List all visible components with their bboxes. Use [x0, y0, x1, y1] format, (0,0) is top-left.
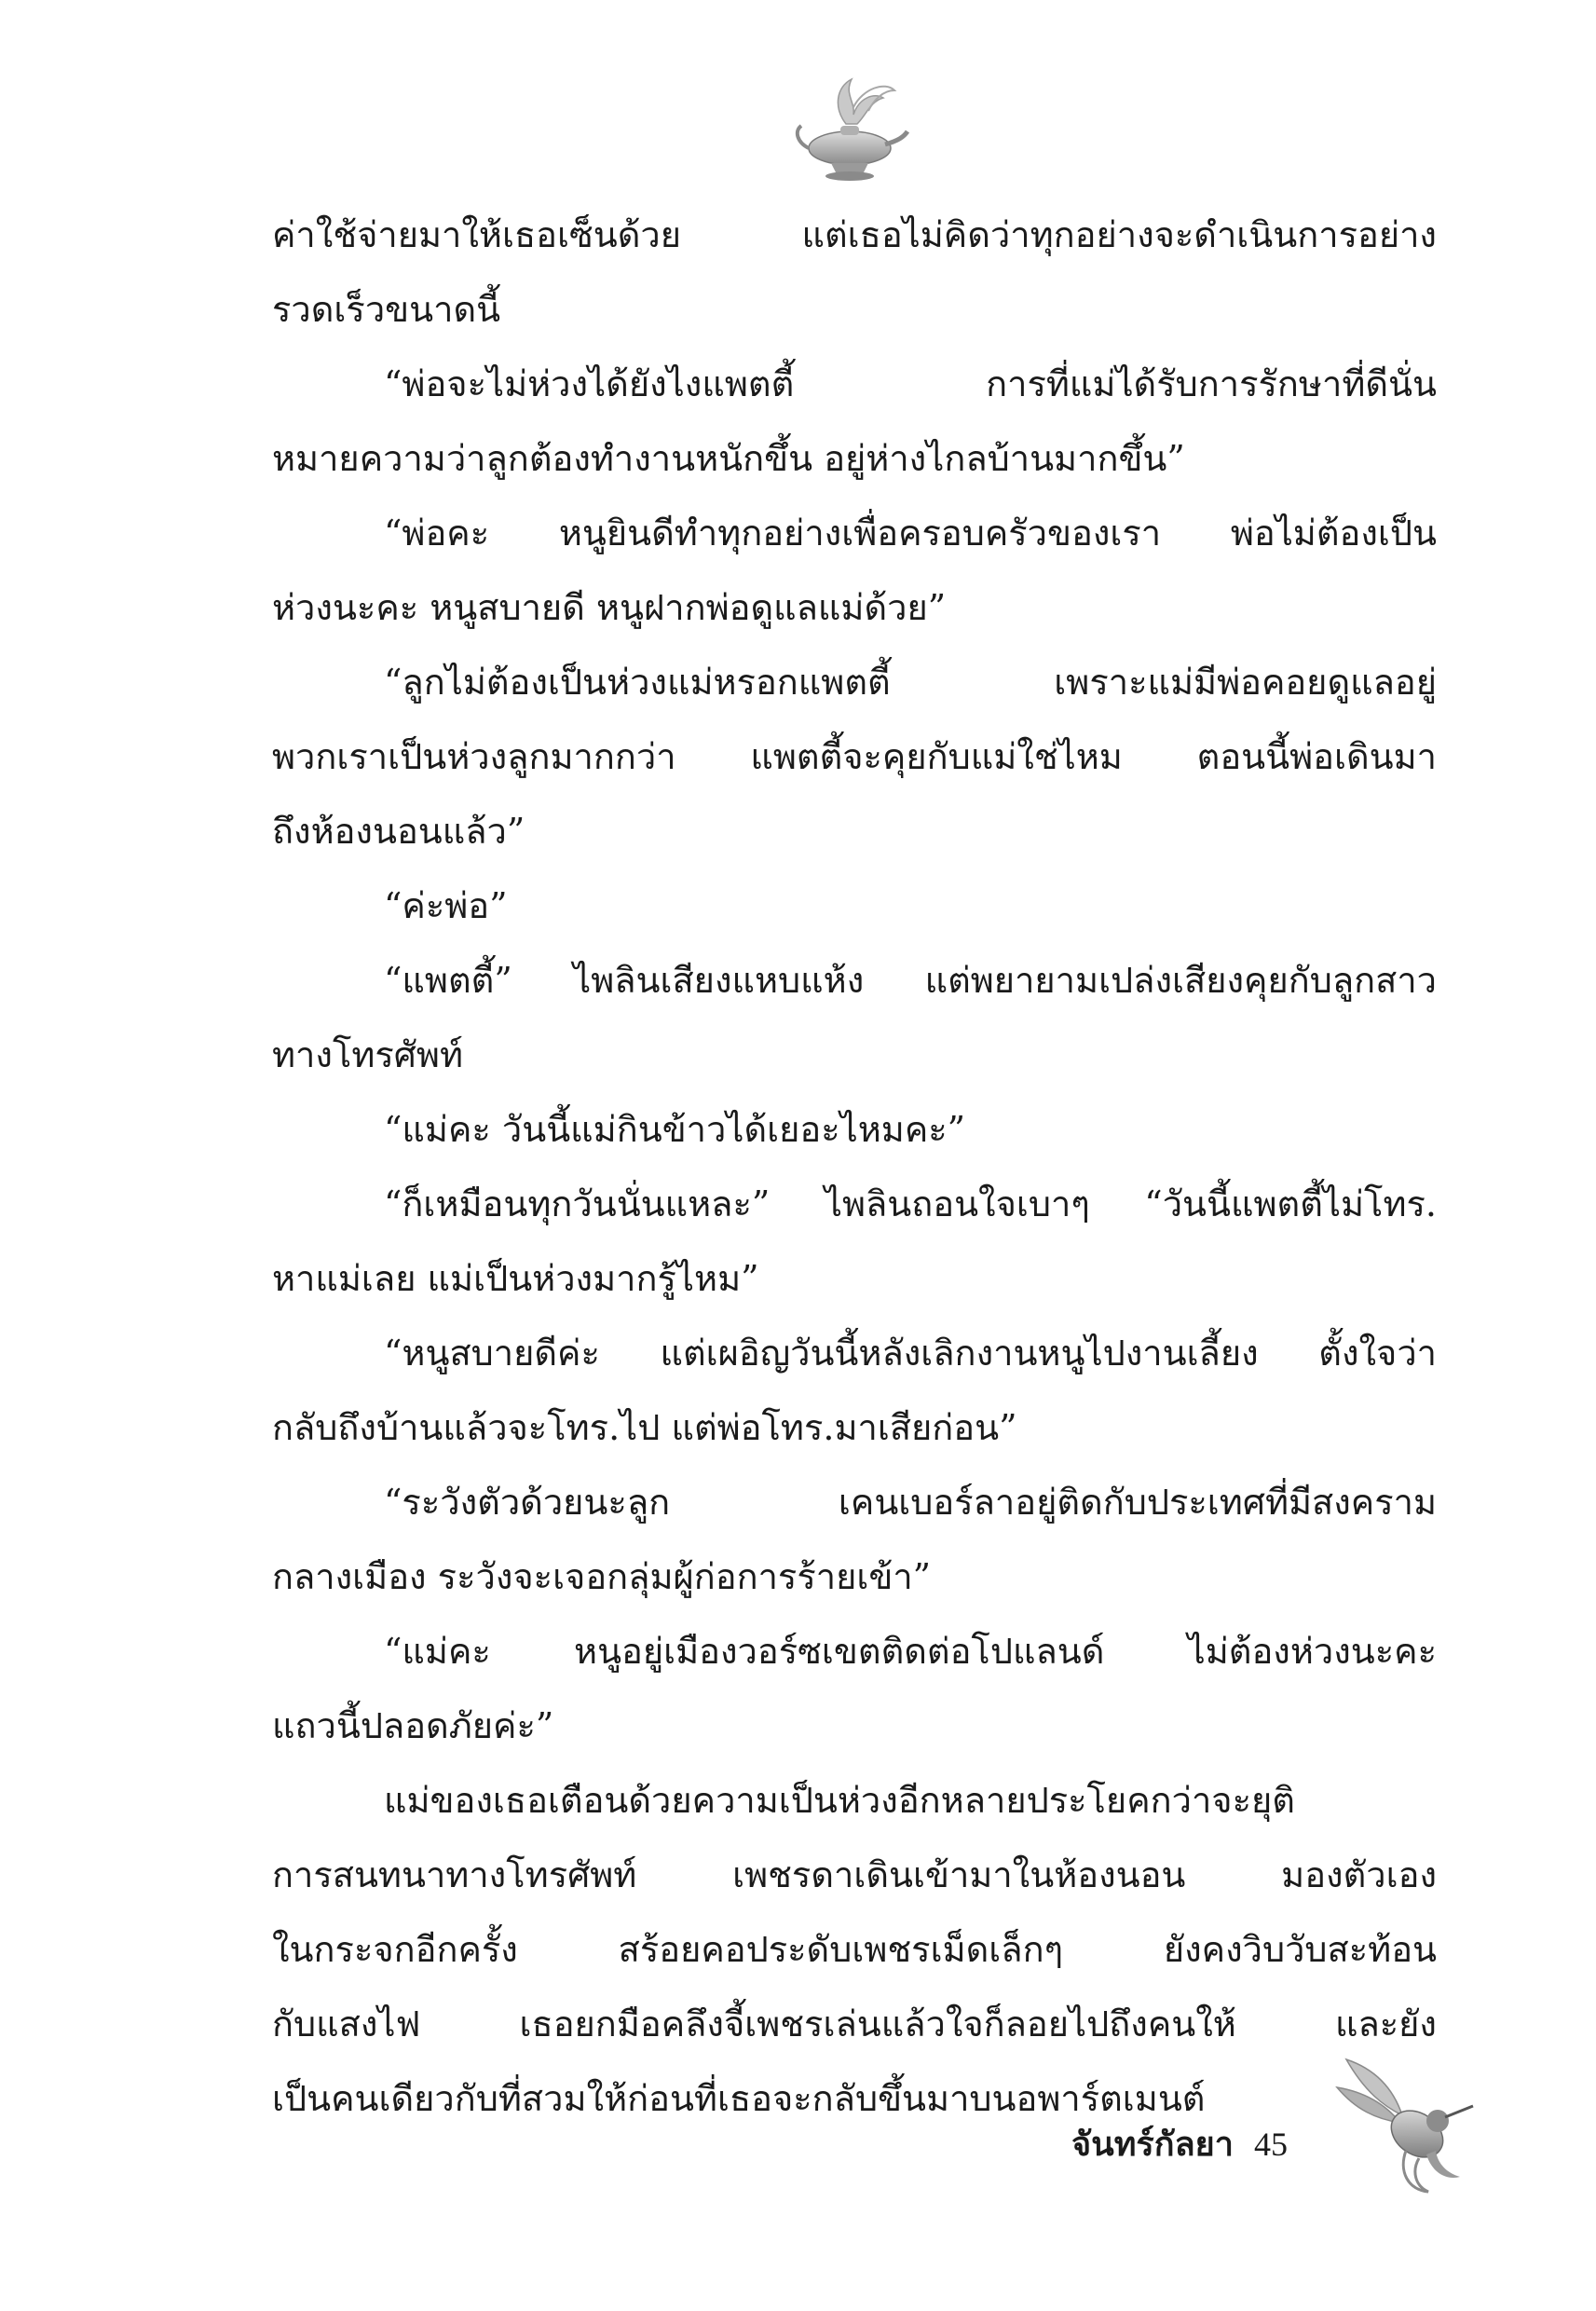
text-line: แถวนี้ปลอดภัยค่ะ” — [272, 1705, 554, 1746]
text-line: “แม่คะ หนูอยู่เมืองวอร์ซเขตติดต่อโปแลนด์ ไม่ต้องห่วงนะคะ — [384, 1631, 1437, 1672]
text-line: กลับถึงบ้านแล้วจะโทร.ไป แต่พ่อโทร.มาเสียก่อน” — [272, 1407, 1017, 1448]
page-number: 45 — [1253, 2126, 1288, 2163]
page-footer — [1071, 2106, 1288, 2181]
lamp-fairy-ornament-icon — [788, 70, 909, 191]
text-line: รวดเร็วขนาดนี้ — [272, 289, 501, 330]
text-line: การสนทนาทางโทรศัพท์ เพชรดาเดินเข้ามาในห้องนอน มองตัวเอง — [272, 1854, 1437, 1895]
text-line: หมายความว่าลูกต้องทำงานหนักขึ้น อยู่ห่างไกลบ้านมากขึ้น” — [272, 438, 1185, 479]
text-line: “ระวังตัวด้วยนะลูก เคนเบอร์ลาอยู่ติดกับประเทศที่มีสงคราม — [384, 1482, 1437, 1523]
text-line: “แพตตี้” ไพลินเสียงแหบแห้ง แต่พยายามเปล่งเสียงคุยกับลูกสาว — [384, 960, 1437, 1001]
text-line: กับแสงไฟ เธอยกมือคลึงจี้เพชรเล่นแล้วใจก็ลอยไปถึงคนให้ และยัง — [272, 2003, 1437, 2044]
text-line: ห่วงนะคะ หนูสบายดี หนูฝากพ่อดูแลแม่ด้วย” — [272, 587, 947, 628]
text-line: “ลูกไม่ต้องเป็นห่วงแม่หรอกแพตตี้ เพราะแม่มีพ่อคอยดูแลอยู่ — [384, 662, 1437, 703]
text-line: “ค่ะพ่อ” — [384, 885, 508, 926]
text-line: หาแม่เลย แม่เป็นห่วงมากรู้ไหม” — [272, 1258, 759, 1299]
text-line: แม่ของเธอเตือนด้วยความเป็นห่วงอีกหลายประโยคกว่าจะยุติ — [384, 1780, 1295, 1821]
text-line: กลางเมือง ระวังจะเจอกลุ่มผู้ก่อการร้ายเข้า” — [272, 1556, 932, 1597]
text-line: “พ่อจะไม่ห่วงได้ยังไงแพตตี้ การที่แม่ได้รับการรักษาที่ดีนั่น — [384, 363, 1437, 404]
text-line: ในกระจกอีกครั้ง สร้อยคอประดับเพชรเม็ดเล็กๆ ยังคงวิบวับสะท้อน — [272, 1929, 1437, 1970]
text-line: ถึงห้องนอนแล้ว” — [272, 811, 525, 852]
text-line: ค่าใช้จ่ายมาให้เธอเซ็นด้วย แต่เธอไม่คิดว่าทุกอย่างจะดำเนินการอย่าง — [272, 214, 1437, 255]
text-line: “พ่อคะ หนูยินดีทำทุกอย่างเพื่อครอบครัวของเรา พ่อไม่ต้องเป็น — [384, 513, 1437, 554]
text-line: พวกเราเป็นห่วงลูกมากกว่า แพตตี้จะคุยกับแม่ใช่ไหม ตอนนี้พ่อเดินมา — [272, 736, 1437, 777]
hummingbird-ornament-icon — [1328, 2041, 1477, 2199]
text-line: “แม่คะ วันนี้แม่กินข้าวได้เยอะไหมคะ” — [384, 1109, 966, 1150]
text-line: ทางโทรศัพท์ — [272, 1034, 464, 1075]
text-line: เป็นคนเดียวกับที่สวมให้ก่อนที่เธอจะกลับขึ้นมาบนอพาร์ตเมนต์ — [272, 2078, 1206, 2119]
body-text — [272, 198, 1437, 2136]
text-line: “ก็เหมือนทุกวันนั่นแหละ” ไพลินถอนใจเบาๆ “วันนี้แพตตี้ไม่โทร. — [384, 1183, 1437, 1224]
book-title: จันทร์กัลยา — [1071, 2126, 1234, 2164]
text-line: “หนูสบายดีค่ะ แต่เผอิญวันนี้หลังเลิกงานหนูไปงานเลี้ยง ตั้งใจว่า — [384, 1333, 1437, 1374]
